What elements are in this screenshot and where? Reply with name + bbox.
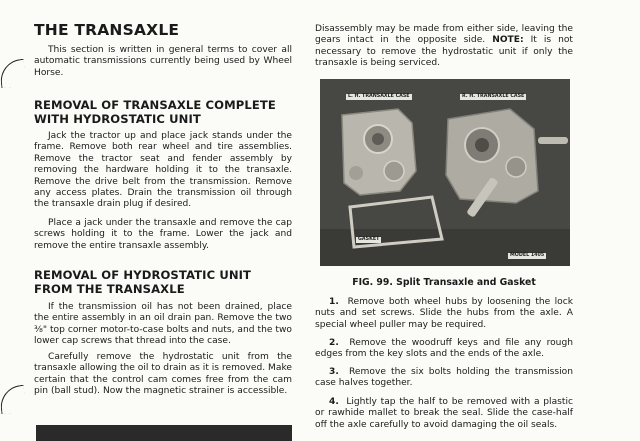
label-rh-case: R. H. TRANSAXLE CASE	[462, 94, 525, 99]
intro-paragraph: This section is written in general terms to cover all automatic transmissions currently being used by Wheel Horse.	[34, 45, 292, 78]
page-title: THE TRANSAXLE	[34, 21, 180, 39]
step-3	[315, 367, 573, 390]
section-heading-hydrostatic-removal: REMOVAL OF HYDROSTATIC UNIT FROM THE TRANSAXLE	[34, 268, 252, 296]
figure-caption: FIG. 99. Split Transaxle and Gasket	[352, 277, 536, 288]
binder-mark-top	[0, 59, 26, 88]
step-number: 1.	[329, 297, 339, 307]
binder-mark-bottom	[0, 385, 26, 414]
section-heading-transaxle-removal: REMOVAL OF TRANSAXLE COMPLETE WITH HYDROSTATIC UNIT	[34, 98, 276, 126]
step-4	[315, 397, 573, 431]
note-label: NOTE:	[492, 35, 524, 46]
label-lh-case: L. H. TRANSAXLE CASE	[348, 94, 410, 99]
step-text: Remove both wheel hubs by loosening the lock nuts and set screws. Slide the hubs from the axle. A special wheel puller may be required.	[315, 297, 573, 330]
step-text: Lightly tap the half to be removed with a plastic or rawhide mallet to break the seal. Slide the case-half off the axle carefully to avoid damaging the oil seals.	[315, 397, 573, 430]
note-text: It is not necessary to remove the hydrostatic unit if only the transaxle is being serviced.	[315, 35, 573, 69]
step-text: Remove the woodruff keys and file any rough edges from the key slots and the ends of the axle.	[315, 338, 573, 360]
disassembly-text: Disassembly may be made from either side, leaving the gears intact in the opposite side.	[315, 24, 573, 46]
step-text: Remove the six bolts holding the transmission case halves together.	[315, 367, 573, 389]
transaxle-removal-paragraph-2: Place a jack under the transaxle and remove the cap screws holding it to the frame. Lower the jack and remove the entire transaxle assembly.	[34, 218, 292, 251]
label-gasket: GASKET	[358, 237, 380, 242]
next-figure-top-edge	[36, 425, 292, 441]
hydrostatic-removal-paragraph-2: Carefully remove the hydrostatic unit from the transaxle allowing the oil to drain as it is removed. Make certain that the control cam comes free from the cam pin (ball stud). Now the magnetic strainer is accessible.	[34, 352, 292, 397]
step-number: 2.	[329, 338, 339, 348]
figure-99-photo	[320, 79, 570, 266]
disassembly-note-paragraph	[315, 24, 573, 70]
step-number: 4.	[329, 397, 339, 407]
label-model: MODEL 1405	[510, 253, 545, 258]
step-1	[315, 297, 573, 331]
step-number: 3.	[329, 367, 339, 377]
transaxle-removal-paragraph-1: Jack the tractor up and place jack stands under the frame. Remove both rear wheel and tire assemblies. Remove the tractor seat and fender assembly by removing the hardware holding it to the transaxle. Remove the drive belt from the transmission. Remove any access plates. Drain the transmission oil through the transaxle drain plug if desired.	[34, 131, 292, 210]
hydrostatic-removal-paragraph-1: If the transmission oil has not been drained, place the entire assembly in an oil drain pan. Remove the two ⅜" top corner motor-to-case bolts and nuts, and the two lower cap screws that thread into the case.	[34, 302, 292, 347]
step-2	[315, 338, 573, 361]
